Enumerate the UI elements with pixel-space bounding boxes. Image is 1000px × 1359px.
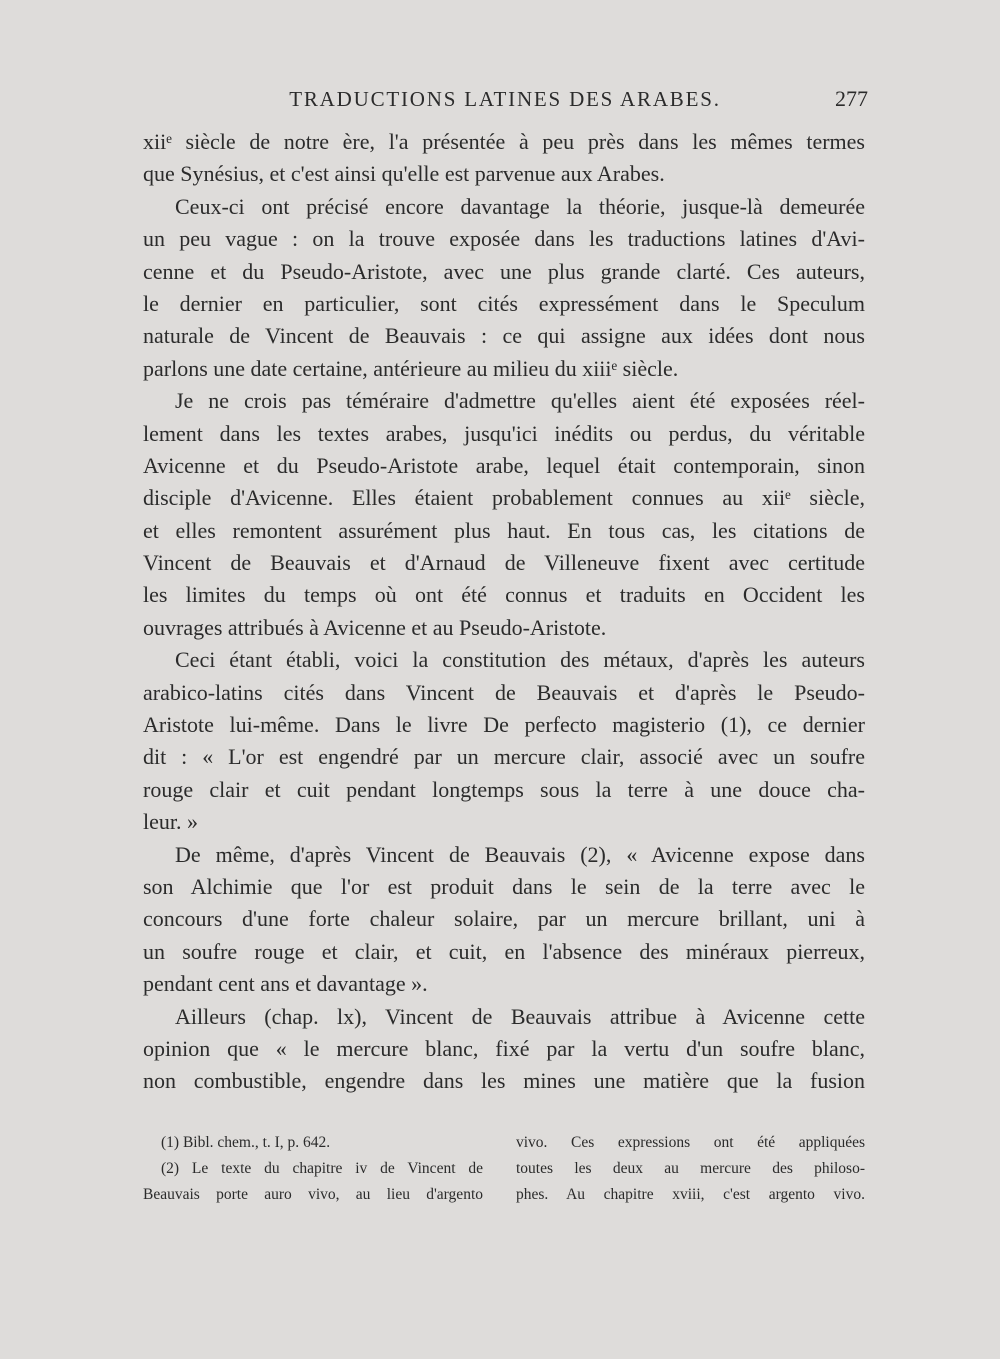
- footnote-line: (2) Le texte du chapitre iv de Vincent de: [161, 1160, 483, 1177]
- running-title: TRADUCTIONS LATINES DES ARABES.: [289, 87, 721, 111]
- footnote-line: phes. Au chapitre xviii, c'est argento vivo.: [516, 1186, 865, 1203]
- text-line: le dernier en particulier, sont cités expressément dans le Speculum: [143, 290, 865, 316]
- text-line: un peu vague : on la trouve exposée dans les traductions latines d'Avi-: [143, 226, 865, 252]
- text-line: son Alchimie que l'or est produit dans le sein de la terre avec le: [143, 873, 865, 899]
- text-line: Ceci étant établi, voici la constitution des métaux, d'après les auteurs: [175, 647, 865, 673]
- text-line: Avicenne et du Pseudo-Aristote arabe, lequel était contemporain, sinon: [143, 452, 865, 478]
- text-line: les limites du temps où ont été connus et traduits en Occident les: [143, 582, 865, 608]
- text-line: naturale de Vincent de Beauvais : ce qui assigne aux idées dont nous: [143, 323, 865, 349]
- text-line: De même, d'après Vincent de Beauvais (2), « Avicenne expose dans: [175, 841, 865, 867]
- text-line: et elles remontent assurément plus haut. En tous cas, les citations de: [143, 517, 865, 543]
- text-line: leur. »: [143, 809, 198, 835]
- footnote-line: (1) Bibl. chem., t. I, p. 642.: [161, 1134, 331, 1151]
- text-line: lement dans les textes arabes, jusqu'ici inédits ou perdus, du véritable: [143, 420, 865, 446]
- body-text: [143, 126, 865, 1098]
- text-line: cenne et du Pseudo-Aristote, avec une plus grande clarté. Ces auteurs,: [143, 258, 865, 284]
- text-line: un soufre rouge et clair, et cuit, en l'absence des minéraux pierreux,: [143, 938, 865, 964]
- footnote-line: toutes les deux au mercure des philoso-: [516, 1160, 865, 1177]
- text-line: que Synésius, et c'est ainsi qu'elle est parvenue aux Arabes.: [143, 161, 665, 187]
- text-line: Aristote lui-même. Dans le livre De perfecto magisterio (1), ce dernier: [143, 712, 865, 738]
- text-line: opinion que « le mercure blanc, fixé par la vertu d'un soufre blanc,: [143, 1035, 865, 1061]
- text-line: parlons une date certaine, antérieure au milieu du xiiiᵉ siècle.: [143, 355, 679, 381]
- text-line: pendant cent ans et davantage ».: [143, 971, 428, 997]
- text-line: dit : « L'or est engendré par un mercure clair, associé avec un soufre: [143, 744, 865, 770]
- page-header: [142, 84, 868, 118]
- text-line: concours d'une forte chaleur solaire, par un mercure brillant, uni à: [143, 906, 865, 932]
- footnote-line: vivo. Ces expressions ont été appliquées: [516, 1134, 865, 1151]
- text-line: arabico-latins cités dans Vincent de Beauvais et d'après le Pseudo-: [143, 679, 865, 705]
- footnotes-right-column: [516, 1130, 865, 1208]
- footnote-line: Beauvais porte auro vivo, au lieu d'argento: [143, 1186, 483, 1203]
- text-line: Je ne crois pas téméraire d'admettre qu'elles aient été exposées réel-: [175, 388, 865, 414]
- text-line: ouvrages attribués à Avicenne et au Pseudo-Aristote.: [143, 614, 607, 640]
- text-line: disciple d'Avicenne. Elles étaient probablement connues au xiiᵉ siècle,: [143, 485, 865, 511]
- footnotes-left-column: [143, 1130, 483, 1208]
- text-line: Ailleurs (chap. lx), Vincent de Beauvais attribue à Avicenne cette: [175, 1003, 865, 1029]
- text-line: non combustible, engendre dans les mines une matière que la fusion: [143, 1068, 865, 1094]
- text-line: rouge clair et cuit pendant longtemps sous la terre à une douce cha-: [143, 776, 865, 802]
- text-line: Ceux-ci ont précisé encore davantage la théorie, jusque-là demeurée: [175, 193, 865, 219]
- text-line: xiiᵉ siècle de notre ère, l'a présentée à peu près dans les mêmes termes: [143, 129, 865, 154]
- text-line: Vincent de Beauvais et d'Arnaud de Villeneuve fixent avec certitude: [143, 550, 865, 576]
- page-number: 277: [835, 86, 868, 111]
